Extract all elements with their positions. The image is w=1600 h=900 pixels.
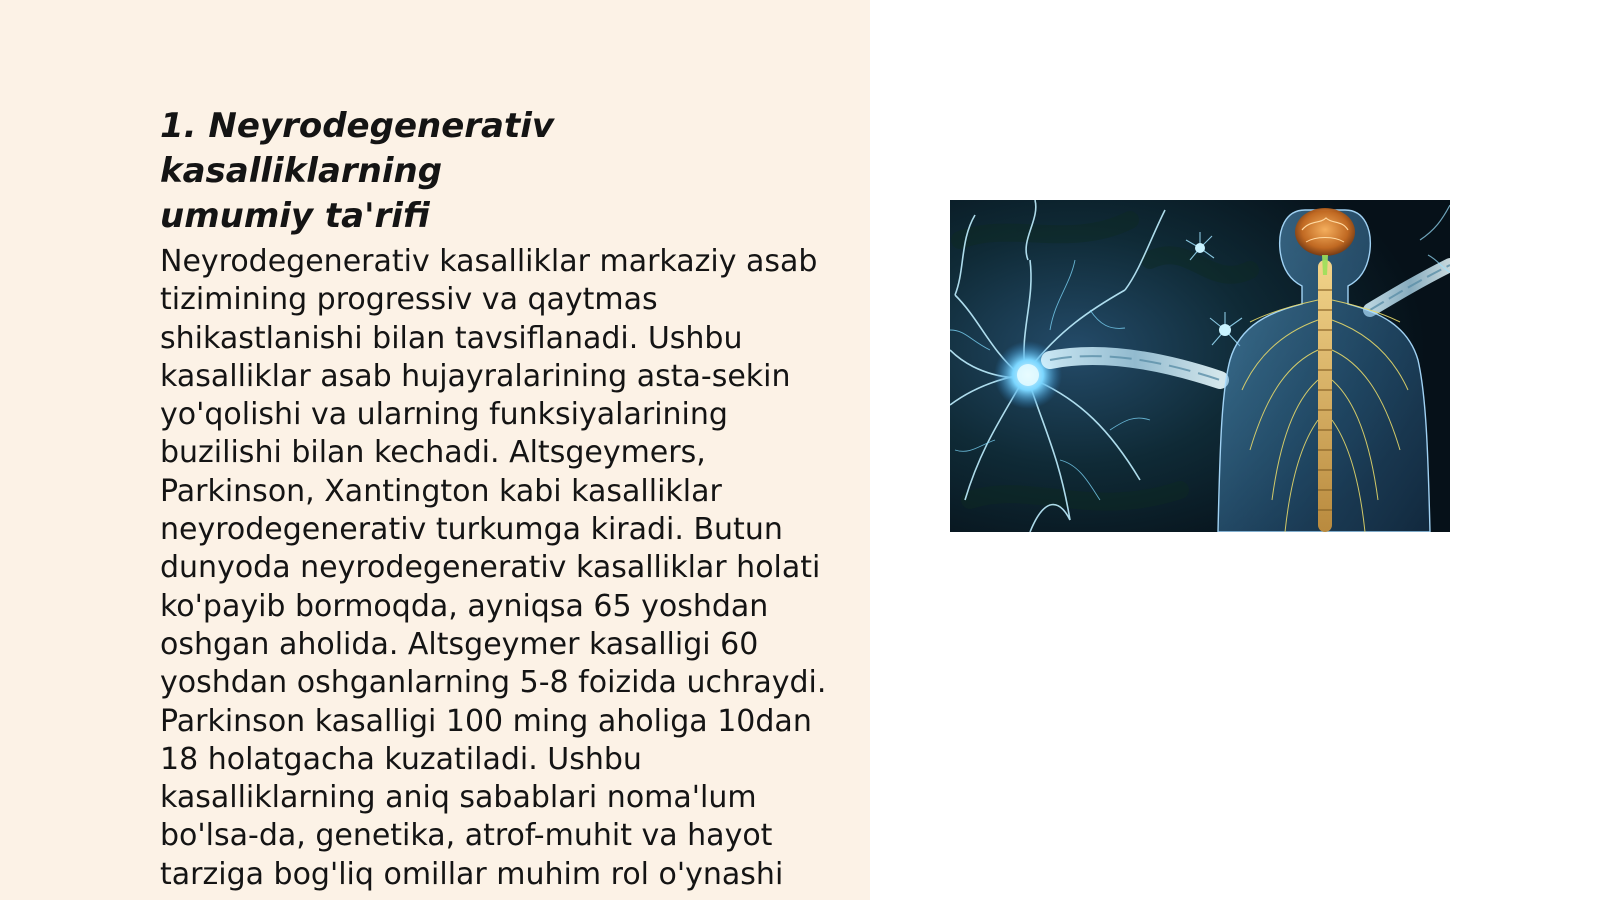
body-line: Neyrodegenerativ kasalliklar markaziy asab xyxy=(160,244,818,279)
slide-title-line: umumiy ta'rifi xyxy=(160,196,430,236)
body-paragraph xyxy=(160,243,840,894)
body-line: kasalliklar asab hujayralarining asta-sekin xyxy=(160,358,791,394)
slide-title xyxy=(160,104,840,239)
body-line: yoshdan oshganlarning 5-8 foizida uchraydi. xyxy=(160,665,827,701)
body-line: Parkinson, Xantington kabi kasalliklar xyxy=(160,473,722,509)
slide-title-line: 1. Neyrodegenerativ kasalliklarning xyxy=(160,106,555,191)
body-line: neyrodegenerativ turkumga kiradi. Butun xyxy=(160,512,783,548)
body-line: ko'payib bormoqda, ayniqsa 65 yoshdan xyxy=(160,588,769,624)
body-line: tarziga bog'liq omillar muhim rol o'ynashi xyxy=(160,856,784,892)
body-line: tizimining progressiv va qaytmas xyxy=(160,282,658,318)
body-line: oshgan aholida. Altsgeymer kasalligi 60 xyxy=(160,626,759,662)
body-line: bo'lsa-da, genetika, atrof-muhit va hayot xyxy=(160,818,773,854)
body-line: kasalliklarning aniq sabablari noma'lum xyxy=(160,780,757,816)
body-line: shikastlanishi bilan tavsiflanadi. Ushbu xyxy=(160,320,743,356)
body-line: Parkinson kasalligi 100 ming aholiga 10dan xyxy=(160,703,812,739)
body-line: yo'qolishi va ularning funksiyalarining xyxy=(160,397,728,433)
body-line: dunyoda neyrodegenerativ kasalliklar holati xyxy=(160,550,821,586)
body-line: 18 holatgacha kuzatiladi. Ushbu xyxy=(160,741,642,777)
body-line: buzilishi bilan kechadi. Altsgeymers, xyxy=(160,435,706,471)
nervous-system-illustration xyxy=(950,200,1450,532)
